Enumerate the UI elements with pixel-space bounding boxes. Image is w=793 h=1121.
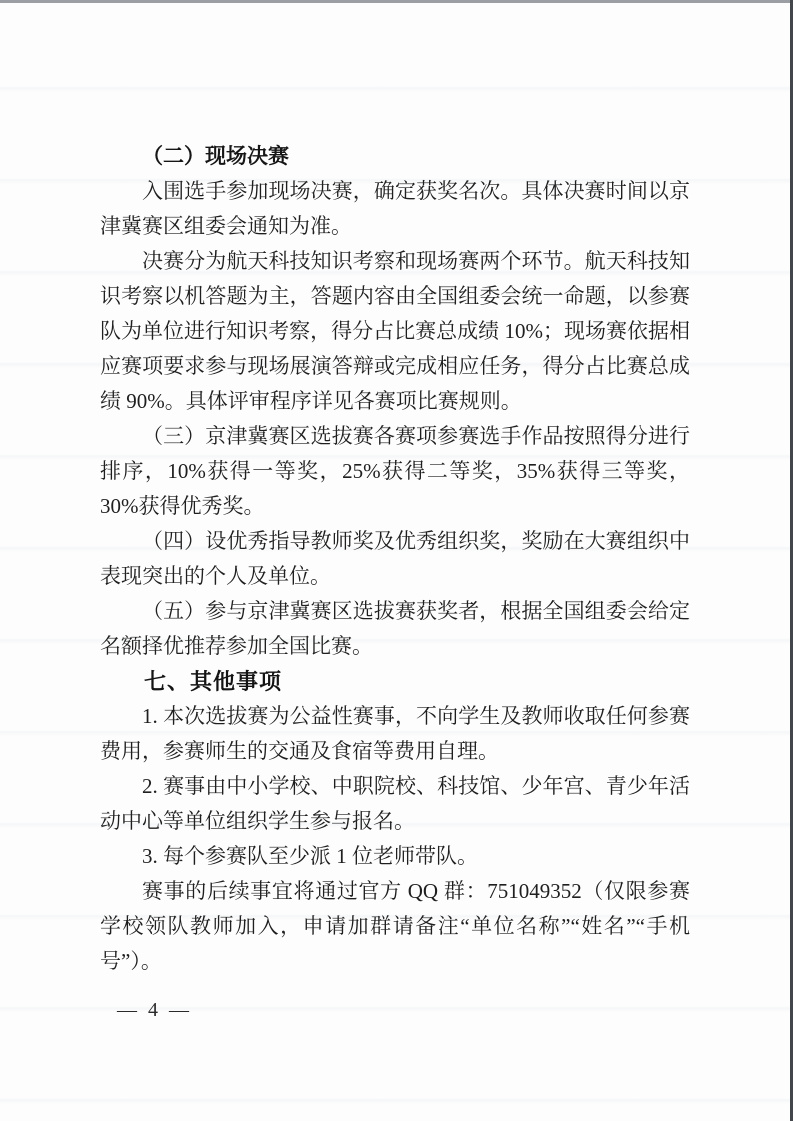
section-heading-onsite-final: （二）现场决赛 — [142, 144, 289, 168]
paragraph-qq-group-notice: 赛事的后续事宜将通过官方 QQ 群：751049352（仅限参赛学校领队教师加入，申请加群请备注“单位名称”“姓名”“手机号”）。 — [100, 879, 690, 973]
paragraph-team-teacher: 3. 每个参赛队至少派 1 位老师带队。 — [142, 844, 478, 868]
paragraph-registration-organizers: 2. 赛事由中小学校、中职院校、科技馆、少年宫、青少年活动中心等单位组织学生参与报名。 — [100, 774, 690, 833]
paragraph-onsite-final-intro: 入围选手参加现场决赛，确定获奖名次。具体决赛时间以京津冀赛区组委会通知为准。 — [100, 179, 690, 238]
paragraph-final-format: 决赛分为航天科技知识考察和现场赛两个环节。航天科技知识考察以机答题为主，答题内容由全国组委会统一命题，以参赛队为单位进行知识考察，得分占比赛总成绩 10%；现场赛依据相应赛项要求参与现场展演答辩或完成相应任务，得分占比赛总成绩 90%。具体评审程序详见各赛项比赛规则。 — [100, 249, 690, 413]
section-heading-other-matters: 七、其他事项 — [144, 669, 283, 694]
paragraph-teacher-org-awards: （四）设优秀指导教师奖及优秀组织奖，奖励在大赛组织中表现突出的个人及单位。 — [100, 529, 690, 588]
document-content — [100, 0, 690, 979]
page-number: — 4 — — [117, 999, 192, 1021]
paragraph-national-recommendation: （五）参与京津冀赛区选拔赛获奖者，根据全国组委会给定名额择优推荐参加全国比赛。 — [100, 599, 690, 658]
paragraph-free-of-charge: 1. 本次选拔赛为公益性赛事，不向学生及教师收取任何参赛费用，参赛师生的交通及食宿等费用自理。 — [100, 704, 690, 763]
paragraph-award-ranking: （三）京津冀赛区选拔赛各赛项参赛选手作品按照得分进行排序，10%获得一等奖，25%获得二等奖，35%获得三等奖，30%获得优秀奖。 — [100, 424, 690, 518]
